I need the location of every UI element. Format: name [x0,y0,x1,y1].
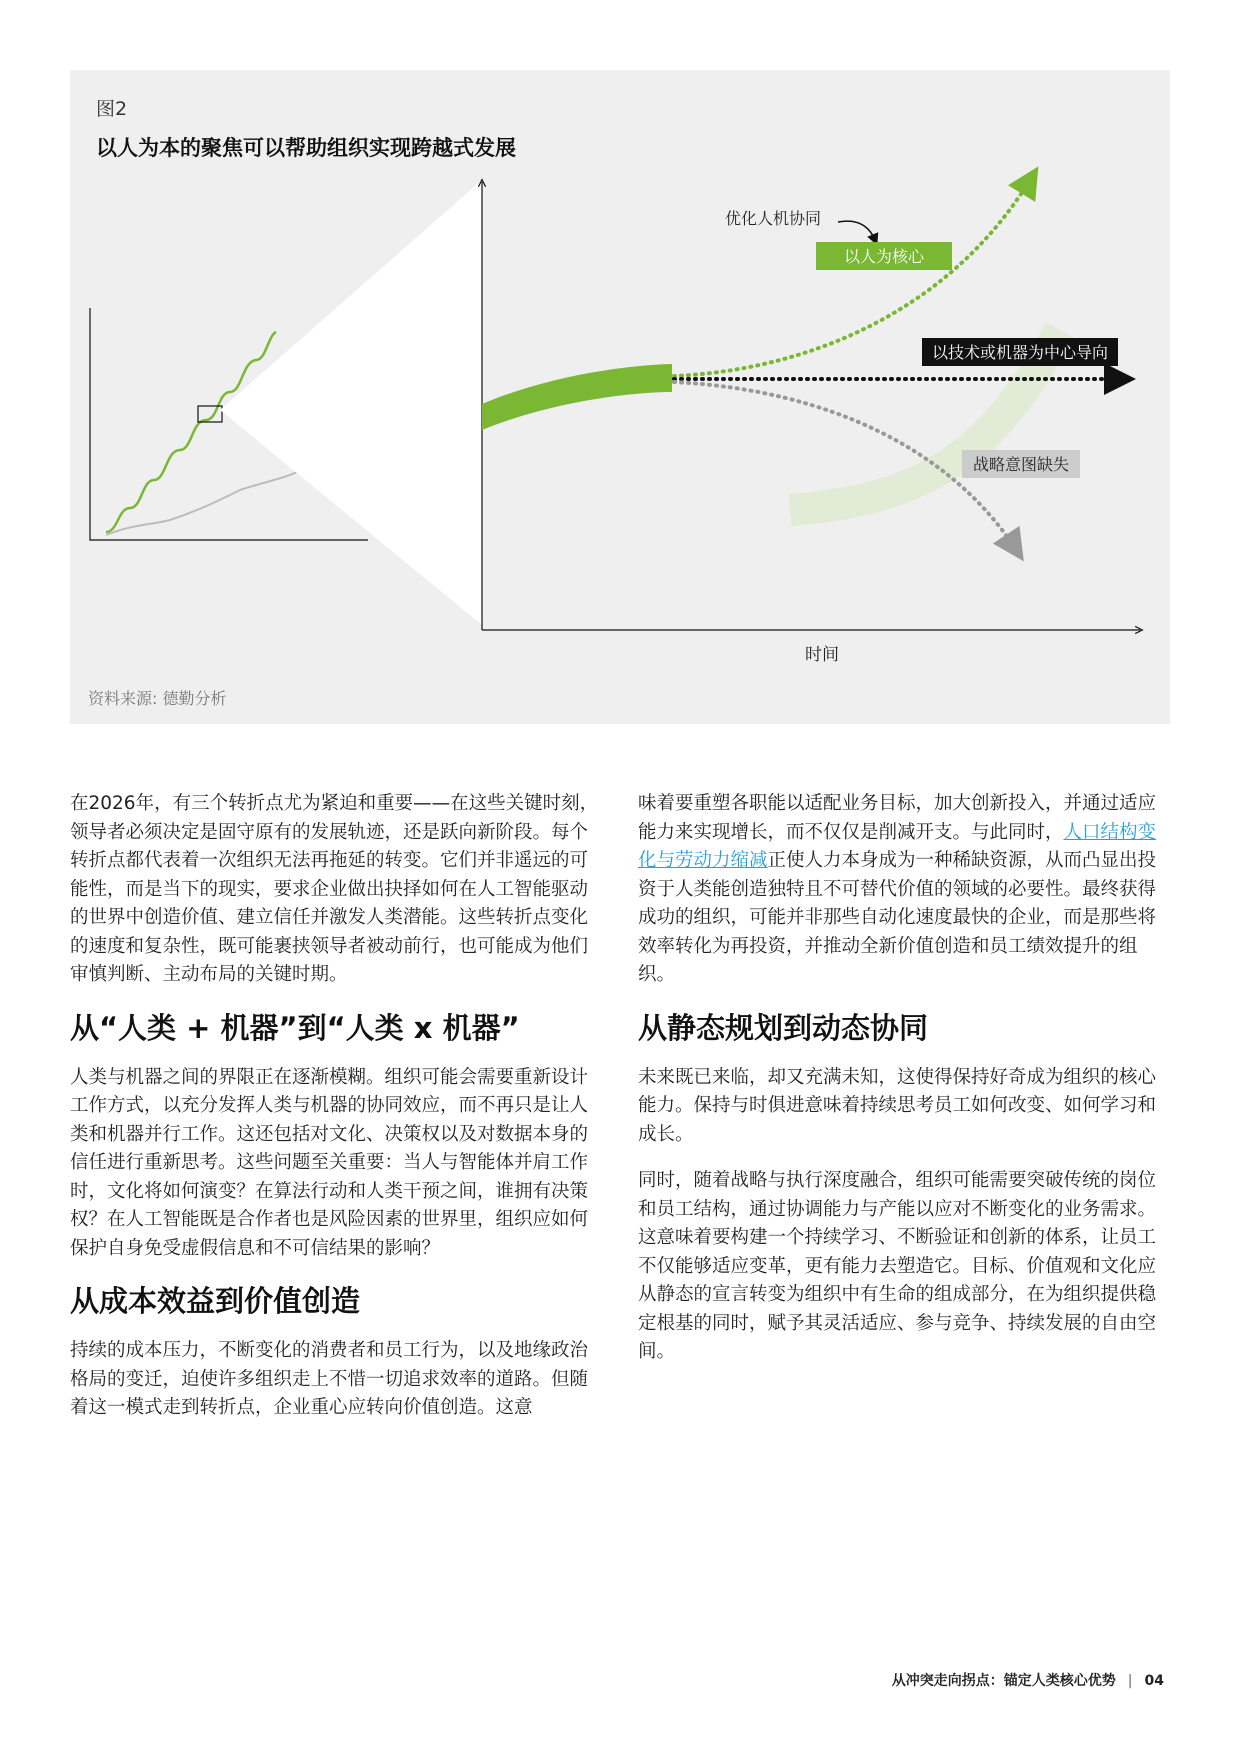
section-heading-dynamic-collab: 从静态规划到动态协同 [638,1010,929,1045]
footer-separator: | [1127,1673,1133,1689]
figure-source: 资料来源: 德勤分析 [88,689,227,708]
annotation-text: 优化人机协同 [725,209,822,228]
figure-panel [70,70,1170,724]
section-heading-human-machine: 从“人类 + 机器”到“人类 x 机器” [70,1010,520,1045]
page-footer [892,1670,1164,1690]
continuation-text-a: 味着要重塑各职能以适配业务目标，加大创新投入，并通过适应能力来实现增长，而不仅仅是削减开支。与此同时， [638,793,1157,843]
current-trajectory-band [482,364,672,430]
leapfrog-diagram [70,70,1170,724]
human-centric-label: 以人为核心 [843,247,925,266]
right-column [638,790,1168,1385]
dynamic-collab-paragraph-2: 同时，随着战略与执行深度融合，组织可能需要突破传统的岗位和员工结构，通过协调能力与产能以应对不断变化的业务需求。这意味着要构建一个持续学习、不断验证和创新的体系，让员工不仅能够适应变革，更有能力去塑造它。目标、价值观和文化应从静态的宣言转变为组织中有生命的组成部分，在为组织提供稳定根基的同时，赋予其灵活适应、参与竞争、持续发展的自由空间。 [638,1170,1157,1362]
annotation-arrow [838,221,875,240]
continuation-paragraph [638,790,1168,990]
section-heading-value-creation: 从成本效益到价值创造 [70,1284,361,1318]
lack-intent-label: 战略意图缺失 [972,455,1070,474]
zoom-cone [220,180,482,625]
left-column [70,790,600,1441]
continuation-text-b: 正使人力本身成为一种稀缺资源，从而凸显出投资于人类能创造独特且不可替代价值的领域的必要性。最终获得成功的组织，可能并非那些自动化速度最快的企业，而是那些将效率转化为再投资，并推动全新价值创造和员工绩效提升的组织。 [638,850,1157,985]
page-number: 04 [1144,1673,1164,1689]
intro-paragraph: 在2026年，有三个转折点尤为紧迫和重要——在这些关键时刻，领导者必须决定是固守原有的发展轨迹，还是跃向新阶段。每个转折点都代表着一次组织无法再拖延的转变。它们并非遥远的可能性，而是当下的现实，要求企业做出抉择如何在人工智能驱动的世界中创造价值、建立信任并激发人类潜能。这些转折点变化的速度和复杂性，既可能裹挟领导者被动前行，也可能成为他们审慎判断、主动布局的关键时期。 [70,793,599,985]
value-creation-paragraph: 持续的成本压力，不断变化的消费者和员工行为，以及地缘政治格局的变迁，迫使许多组织走上不惜一切追求效率的道路。但随着这一模式走到转折点，企业重心应转向价值创造。这意 [70,1340,589,1418]
human-machine-paragraph: 人类与机器之间的界限正在逐渐模糊。组织可能会需要重新设计工作方式，以充分发挥人类与机器的协同效应，而不再只是让人类和机器并行工作。这还包括对文化、决策权以及对数据本身的信任进行重新思考。这些问题至关重要：当人与智能体并肩工作时，文化将如何演变？在算法行动和人类干预之间，谁拥有决策权？在人工智能既是合作者也是风险因素的世界里，组织应如何保护自身免受虚假信息和不可信结果的影响？ [70,1066,589,1259]
tech-centric-label: 以技术或机器为中心导向 [931,343,1109,362]
figure-label: 图2 [96,98,128,120]
dynamic-collab-paragraph-1: 未来既已来临，却又充满未知，这使得保持好奇成为组织的核心能力。保持与时俱进意味着持续思考员工如何改变、如何学习和成长。 [638,1066,1157,1145]
small-chart-gray-curve [106,465,310,535]
footer-title: 从冲突走向拐点：锚定人类核心优势 [891,1673,1116,1689]
x-axis-label: 时间 [805,645,839,665]
figure-title: 以人为本的聚焦可以帮助组织实现跨越式发展 [96,136,516,160]
demographics-link[interactable]: 人口结构变化与劳动力缩减 [638,821,1157,871]
